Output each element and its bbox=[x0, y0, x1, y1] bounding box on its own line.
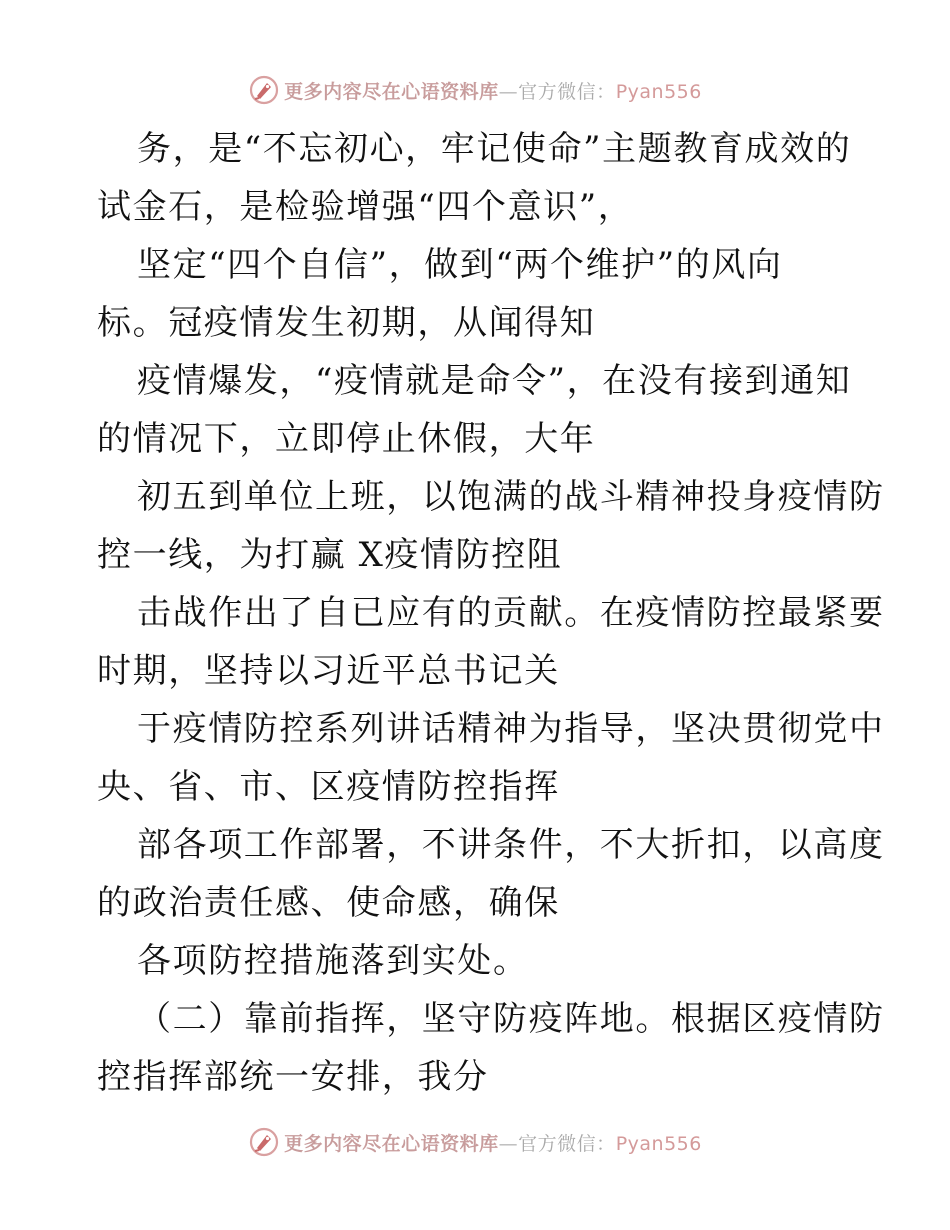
pen-nib-logo-icon bbox=[248, 1126, 280, 1158]
text-line: 各项防控措施落到实处。 bbox=[137, 941, 529, 981]
text-line: 务，是“不忘初心，牢记使命”主题教育成效的 bbox=[137, 129, 852, 169]
header-watermark bbox=[0, 70, 950, 110]
paragraph bbox=[97, 584, 885, 700]
text-line: 于疫情防控系列讲话精神为指导，坚决贯彻党中 bbox=[137, 709, 885, 749]
text-line: 试金石，是检验增强“四个意识”， bbox=[97, 187, 634, 227]
document-body bbox=[97, 120, 885, 1106]
text-line: （二）靠前指挥，坚守防疫阵地。根据区疫情防 bbox=[137, 999, 885, 1039]
text-line: 部各项工作部署，不讲条件，不大折扣，以高度 bbox=[137, 825, 885, 865]
watermark-id: Pyan556 bbox=[615, 1132, 702, 1155]
text-line: 击战作出了自已应有的贡献。在疫情防控最紧要 bbox=[137, 593, 885, 633]
paragraph bbox=[97, 468, 885, 584]
watermark-text bbox=[284, 77, 702, 104]
watermark-id: Pyan556 bbox=[615, 80, 702, 103]
text-line: 控指挥部统一安排，我分 bbox=[97, 1057, 489, 1097]
text-line: 的情况下，立即停止休假，大年 bbox=[97, 419, 596, 459]
watermark-main: 更多内容尽在心语资料库 bbox=[284, 1132, 499, 1155]
watermark-dash: — bbox=[498, 1132, 519, 1155]
paragraph bbox=[97, 352, 857, 468]
watermark-text bbox=[284, 1129, 702, 1156]
text-line: 的政治责任感、使命感，确保 bbox=[97, 883, 560, 923]
watermark-main: 更多内容尽在心语资料库 bbox=[284, 80, 499, 103]
text-line: 时期，坚持以习近平总书记关 bbox=[97, 651, 560, 691]
text-line: 控一线，为打赢 X疫情防控阻 bbox=[97, 535, 563, 575]
paragraph bbox=[97, 816, 885, 932]
paragraph bbox=[97, 932, 857, 990]
paragraph bbox=[97, 236, 857, 352]
text-line: 疫情爆发，“疫情就是命令”，在没有接到通知 bbox=[137, 361, 852, 401]
paragraph bbox=[97, 120, 857, 236]
watermark-label: 官方微信： bbox=[518, 80, 616, 103]
watermark-label: 官方微信： bbox=[518, 1132, 616, 1155]
text-line: 标。冠疫情发生初期，从闻得知 bbox=[97, 303, 596, 343]
text-line: 央、省、市、区疫情防控指挥 bbox=[97, 767, 560, 807]
watermark-dash: — bbox=[498, 80, 519, 103]
pen-nib-logo-icon bbox=[248, 74, 280, 106]
paragraph bbox=[97, 700, 885, 816]
footer-watermark bbox=[0, 1122, 950, 1162]
paragraph bbox=[97, 990, 885, 1106]
text-line: 坚定“四个自信”，做到“两个维护”的风向 bbox=[137, 245, 783, 285]
text-line: 初五到单位上班，以饱满的战斗精神投身疫情防 bbox=[137, 477, 885, 517]
